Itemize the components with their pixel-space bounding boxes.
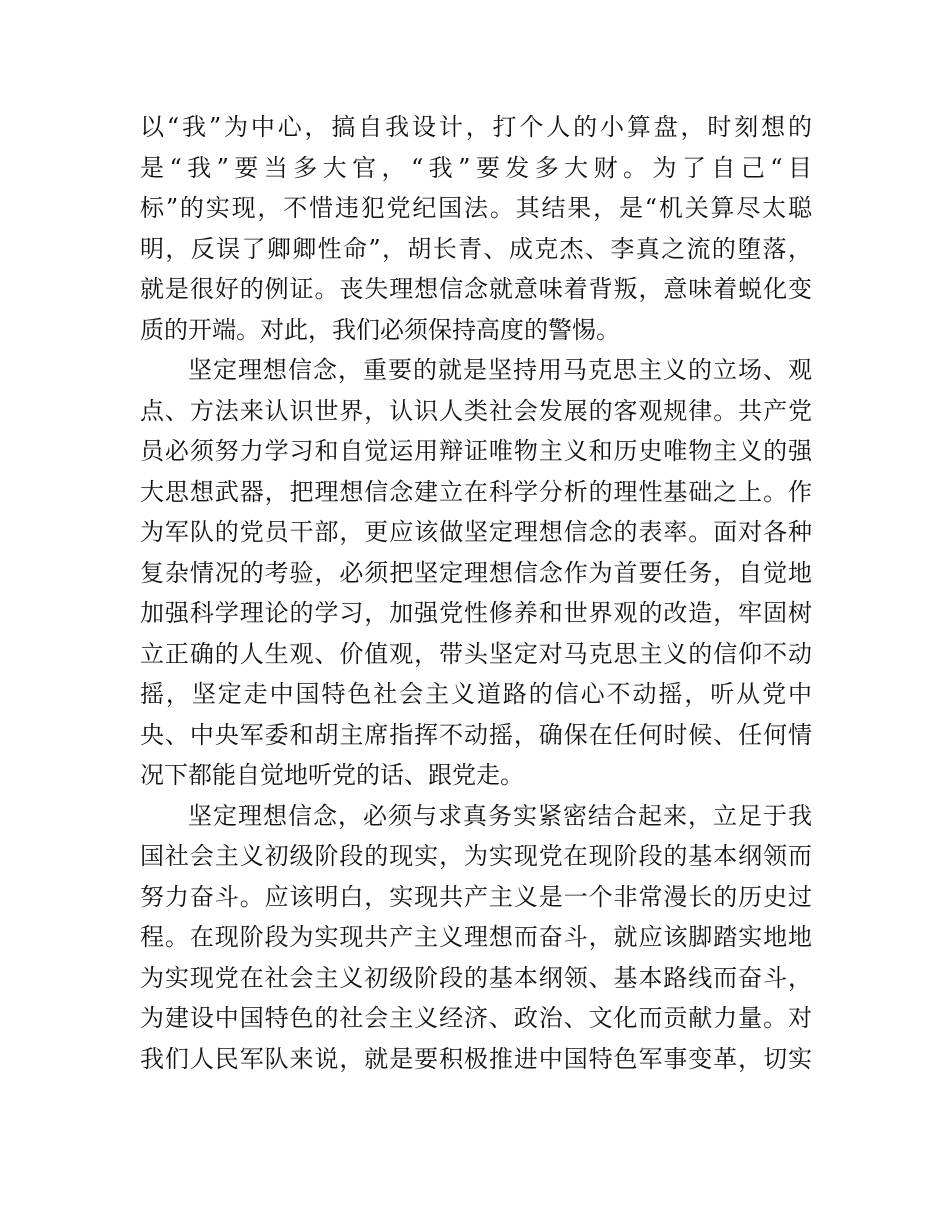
text-line: 坚定理想信念，重要的就是坚持用马克思主义的立场、观 <box>188 356 812 384</box>
text-line: 点、方法来认识世界，认识人类社会发展的客观规律。共产党 <box>140 396 812 425</box>
text-line: 立正确的人生观、价值观，带头坚定对马克思主义的信仰不动 <box>140 639 812 668</box>
text-line: 为军队的党员干部，更应该做坚定理想信念的表率。面对各种 <box>140 518 812 546</box>
text-line: 我们人民军队来说，就是要积极推进中国特色军事变革，切实 <box>140 1044 812 1073</box>
text-line: 摇，坚定走中国特色社会主义道路的信心不动摇，听从党中 <box>140 680 812 708</box>
text-line: 明，反误了卿卿性命”，胡长青、成克杰、李真之流的堕落， <box>140 234 812 263</box>
text-line: 程。在现阶段为实现共产主义理想而奋斗，就应该脚踏实地地 <box>140 923 812 951</box>
text-line: 就是很好的例证。丧失理想信念就意味着背叛，意味着蜕化变 <box>140 275 812 303</box>
text-line: 是“我”要当多大官，“我”要发多大财。为了自己“目 <box>140 153 812 182</box>
paragraph-3 <box>140 796 812 1080</box>
text-line: 坚定理想信念，必须与求真务实紧密结合起来，立足于我 <box>188 801 812 830</box>
text-line: 大思想武器，把理想信念建立在科学分析的理性基础之上。作 <box>140 477 812 506</box>
text-line: 努力奋斗。应该明白，实现共产主义是一个非常漫长的历史过 <box>140 882 812 911</box>
paragraph-1 <box>140 107 812 350</box>
text-line: 央、中央军委和胡主席指挥不动摇，确保在任何时候、任何情 <box>140 720 812 749</box>
document-body <box>140 107 812 1079</box>
text-line: 为实现党在社会主义初级阶段的基本纲领、基本路线而奋斗， <box>140 963 812 992</box>
text-line: 以“我”为中心，搞自我设计，打个人的小算盘，时刻想的 <box>140 113 812 141</box>
text-line: 员必须努力学习和自觉运用辩证唯物主义和历史唯物主义的强 <box>140 437 812 465</box>
paragraph-2 <box>140 350 812 796</box>
text-line: 标”的实现，不惜违犯党纪国法。其结果，是“机关算尽太聪 <box>140 194 812 222</box>
text-line: 为建设中国特色的社会主义经济、政治、文化而贡献力量。对 <box>140 1004 812 1032</box>
text-line: 复杂情况的考验，必须把坚定理想信念作为首要任务，自觉地 <box>140 558 812 587</box>
text-line: 质的开端。对此，我们必须保持高度的警惕。 <box>140 315 620 344</box>
text-line: 况下都能自觉地听党的话、跟党走。 <box>140 761 524 789</box>
text-line: 加强科学理论的学习，加强党性修养和世界观的改造，牢固树 <box>140 599 812 627</box>
text-line: 国社会主义初级阶段的现实，为实现党在现阶段的基本纲领而 <box>140 842 812 870</box>
